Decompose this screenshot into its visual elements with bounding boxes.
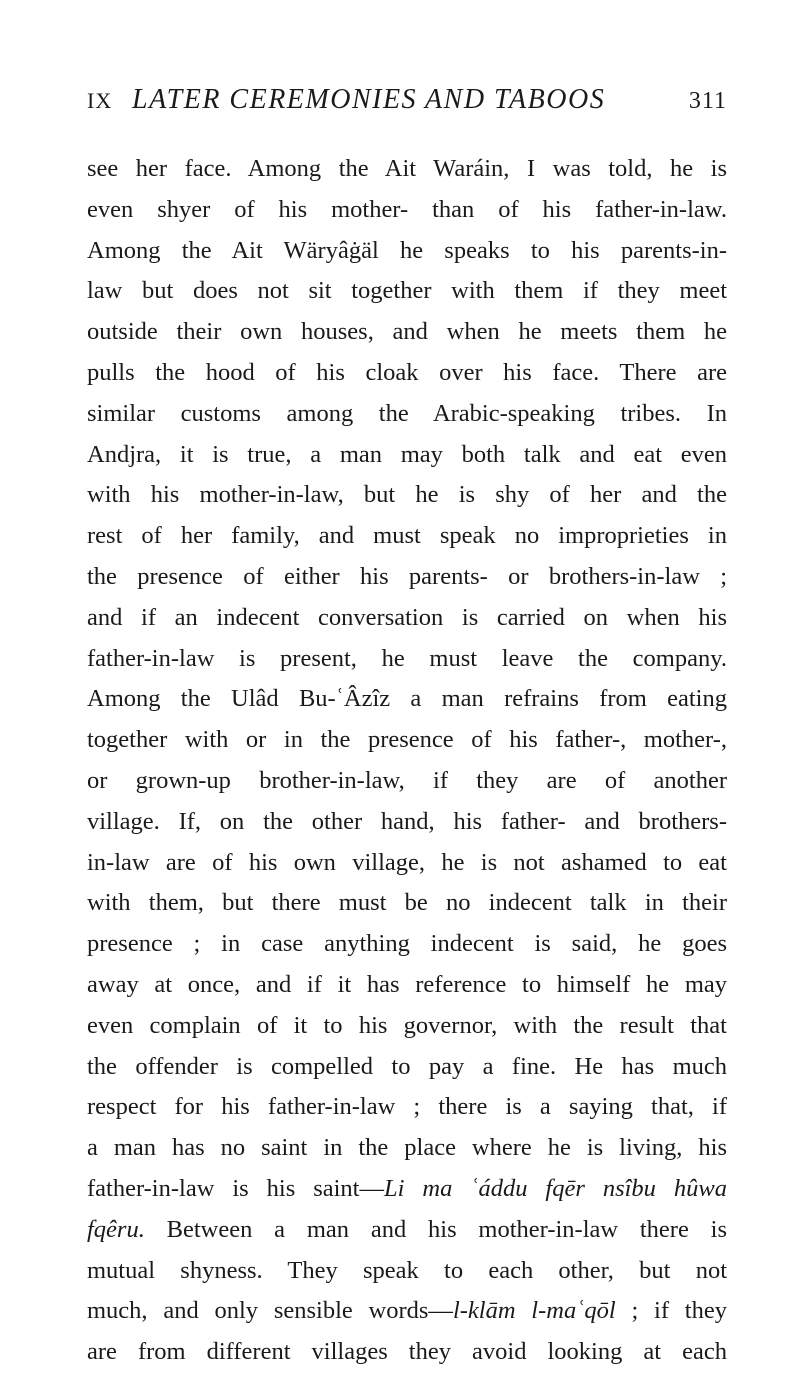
book-page bbox=[87, 84, 727, 1373]
running-title: LATER CEREMONIES AND TABOOS bbox=[132, 84, 606, 115]
text-line bbox=[87, 761, 727, 802]
text-line bbox=[87, 231, 727, 272]
text-run: with his mother-in-law, but he is shy of her and the bbox=[87, 481, 727, 509]
text-line bbox=[87, 516, 727, 557]
text-run: father-in-law is present, he must leave the company. bbox=[87, 644, 727, 672]
text-line bbox=[87, 190, 727, 231]
text-line bbox=[87, 149, 727, 190]
text-run: see her face. Among the Ait Waráin, I was told, he is bbox=[87, 155, 727, 182]
italic-phrase: fqêru. bbox=[87, 1215, 145, 1243]
text-line bbox=[87, 271, 727, 312]
text-run: even shyer of his mother- than of his father-in-law. bbox=[87, 195, 727, 223]
page-number: 311 bbox=[688, 88, 727, 114]
text-run: the presence of either his parents- or brothers-in-law ; bbox=[87, 562, 727, 590]
text-line bbox=[87, 598, 727, 639]
text-run: a man has no saint in the place where he is living, his bbox=[87, 1134, 727, 1162]
text-run: together with or in the presence of his father-, mother-, bbox=[87, 726, 727, 754]
text-line bbox=[87, 883, 727, 924]
text-line bbox=[87, 394, 727, 435]
text-run: respect for his father-in-law ; there is a saying that, if bbox=[87, 1093, 727, 1121]
text-run: Among the Ulâd Bu-ʿÂzîz a man refrains from eating bbox=[87, 685, 727, 713]
text-run: law but does not sit together with them if they meet bbox=[87, 277, 727, 305]
text-run: with them, but there must be no indecent talk in their bbox=[87, 889, 727, 917]
text-line bbox=[87, 312, 727, 353]
text-line bbox=[87, 1169, 727, 1210]
body-text bbox=[87, 149, 727, 1373]
text-line bbox=[87, 679, 727, 720]
text-run: ; if they bbox=[615, 1297, 727, 1325]
text-line bbox=[87, 353, 727, 394]
text-run: outside their own houses, and when he meets them he bbox=[87, 318, 727, 346]
text-run: Among the Ait Wäryâġäl he speaks to his parents-in- bbox=[87, 236, 727, 264]
text-run: or grown-up brother-in-law, if they are of another bbox=[87, 766, 727, 794]
text-line bbox=[87, 1332, 727, 1373]
text-run: father-in-law is his saint— bbox=[87, 1174, 384, 1202]
text-line bbox=[87, 1128, 727, 1169]
text-run: similar customs among the Arabic-speaking tribes. In bbox=[87, 399, 727, 427]
text-run: are from different villages they avoid looking at each bbox=[87, 1338, 727, 1366]
text-line bbox=[87, 639, 727, 680]
text-line bbox=[87, 1291, 727, 1332]
text-line bbox=[87, 720, 727, 761]
text-line bbox=[87, 1087, 727, 1128]
text-run: the offender is compelled to pay a fine. He has much bbox=[87, 1052, 727, 1080]
text-line bbox=[87, 1047, 727, 1088]
italic-phrase: Li ma ʿáddu fqēr nsîbu hûwa bbox=[383, 1174, 727, 1202]
text-line bbox=[87, 1210, 727, 1251]
text-run: rest of her family, and must speak no improprieties in bbox=[87, 522, 727, 550]
text-line bbox=[87, 435, 727, 476]
text-run: even complain of it to his governor, with the result that bbox=[87, 1011, 727, 1039]
text-run: pulls the hood of his cloak over his face. There are bbox=[87, 358, 727, 386]
text-line bbox=[87, 475, 727, 516]
italic-phrase: l-klām l-maʿqōl bbox=[452, 1297, 616, 1325]
text-run: much, and only sensible words— bbox=[87, 1297, 453, 1325]
text-line bbox=[87, 557, 727, 598]
text-line bbox=[87, 802, 727, 843]
text-run: and if an indecent conversation is carried on when his bbox=[87, 603, 727, 631]
text-run: Andjra, it is true, a man may both talk and eat even bbox=[87, 440, 727, 468]
text-run: in-law are of his own village, he is not ashamed to eat bbox=[87, 848, 727, 876]
text-line bbox=[87, 1006, 727, 1047]
text-run: village. If, on the other hand, his father- and brothers- bbox=[87, 807, 727, 835]
text-run: away at once, and if it has reference to himself he may bbox=[87, 970, 727, 998]
text-run: presence ; in case anything indecent is said, he goes bbox=[87, 930, 727, 958]
text-line bbox=[87, 924, 727, 965]
text-run: Between a man and his mother-in-law there is bbox=[144, 1215, 727, 1243]
text-run: mutual shyness. They speak to each other, but not bbox=[87, 1256, 727, 1284]
chapter-number: IX bbox=[87, 88, 113, 113]
text-line bbox=[87, 1251, 727, 1292]
text-line bbox=[87, 965, 727, 1006]
text-line bbox=[87, 843, 727, 884]
running-header bbox=[87, 84, 727, 124]
